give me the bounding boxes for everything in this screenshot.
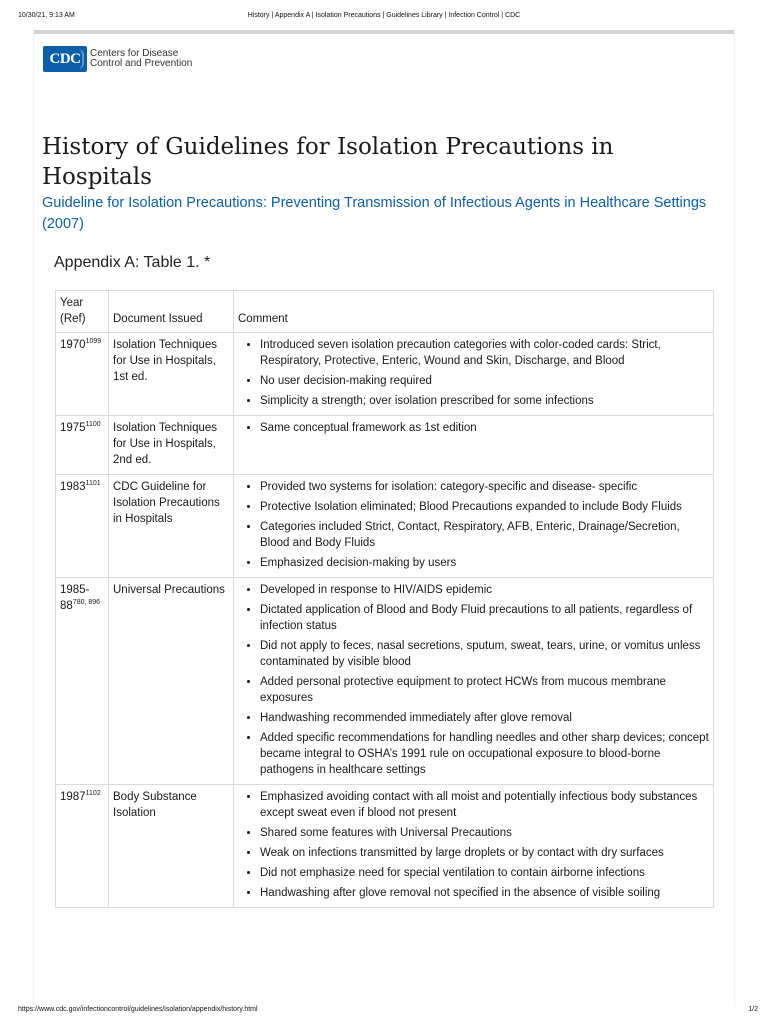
year-value: 1987 bbox=[60, 791, 86, 803]
table-row bbox=[56, 578, 714, 785]
cell-document: Isolation Techniques for Use in Hospitals, 1st ed. bbox=[109, 333, 234, 416]
comment-item: • Emphasized decision-making by users bbox=[260, 555, 709, 571]
cell-year bbox=[56, 785, 109, 908]
comment-item: • Simplicity a strength; over isolation prescribed for some infections bbox=[260, 393, 709, 409]
table-body bbox=[56, 333, 714, 908]
comment-item: • Developed in response to HIV/AIDS epidemic bbox=[260, 582, 709, 598]
cell-comment bbox=[234, 578, 714, 785]
cdc-logo-text bbox=[90, 49, 192, 69]
comment-item: • Categories included Strict, Contact, Respiratory, AFB, Enteric, Drainage/Secretion, Blood and Body Fluids bbox=[260, 519, 709, 551]
comment-list bbox=[238, 789, 709, 901]
reference-number[interactable]: 1101 bbox=[85, 480, 101, 487]
cell-year bbox=[56, 416, 109, 475]
table-row bbox=[56, 416, 714, 475]
cell-comment bbox=[234, 785, 714, 908]
year-value: 1975 bbox=[60, 422, 86, 434]
print-url: https://www.cdc.gov/infectioncontrol/guidelines/isolation/appendix/history.html bbox=[18, 1006, 258, 1013]
year-value: 1983 bbox=[60, 481, 86, 493]
table-row bbox=[56, 785, 714, 908]
cell-year bbox=[56, 475, 109, 578]
print-page-number: 1/2 bbox=[748, 1006, 758, 1013]
year-value: 1970 bbox=[60, 339, 86, 351]
header-year bbox=[56, 291, 109, 333]
header-year-line-2: (Ref) bbox=[60, 313, 86, 325]
header-year-line-1: Year bbox=[60, 297, 84, 309]
reference-number[interactable]: 780, 896 bbox=[72, 599, 101, 606]
table-heading: Appendix A: Table 1. * bbox=[54, 254, 211, 271]
comment-item: • Handwashing after glove removal not specified in the absence of visible soiling bbox=[260, 885, 709, 901]
comment-item: • Same conceptual framework as 1st edition bbox=[260, 420, 709, 436]
comment-item: • Shared some features with Universal Precautions bbox=[260, 825, 709, 841]
print-footer bbox=[0, 1002, 768, 1024]
comment-item: • Emphasized avoiding contact with all moist and potentially infectious body substances except sweat even if blood not present bbox=[260, 789, 709, 821]
comment-item: • Did not emphasize need for special ventilation to contain airborne infections bbox=[260, 865, 709, 881]
comment-item: • Weak on infections transmitted by large droplets or by contact with dry surfaces bbox=[260, 845, 709, 861]
comment-item: • No user decision-making required bbox=[260, 373, 709, 389]
cdc-logo[interactable] bbox=[43, 46, 192, 72]
table-header-row bbox=[56, 291, 714, 333]
comment-item: • Protective Isolation eliminated; Blood Precautions expanded to include Body Fluids bbox=[260, 499, 709, 515]
year-value: 1985-88 bbox=[60, 584, 90, 612]
cell-document: Universal Precautions bbox=[109, 578, 234, 785]
cell-comment bbox=[234, 416, 714, 475]
comment-list bbox=[238, 479, 709, 571]
comment-list bbox=[238, 420, 709, 436]
page-subtitle: Guideline for Isolation Precautions: Preventing Transmission of Infectious Agents in Healthcare Settings (2007) bbox=[42, 195, 707, 232]
reference-number[interactable]: 1100 bbox=[85, 421, 101, 428]
page-content bbox=[34, 30, 734, 1006]
cell-comment bbox=[234, 475, 714, 578]
cdc-logo-mark: CDC bbox=[43, 46, 87, 72]
reference-number[interactable]: 1102 bbox=[85, 790, 101, 797]
print-header bbox=[0, 0, 768, 26]
logo-line-2: Control and Prevention bbox=[90, 58, 193, 69]
comment-list bbox=[238, 337, 709, 409]
cell-document: Isolation Techniques for Use in Hospitals, 2nd ed. bbox=[109, 416, 234, 475]
comment-item: • Added personal protective equipment to protect HCWs from mucous membrane exposures bbox=[260, 674, 709, 706]
page-title: History of Guidelines for Isolation Precautions in Hospitals bbox=[42, 134, 614, 190]
comment-item: • Introduced seven isolation precaution categories with color-coded cards: Strict, Respiratory, Protective, Enteric, Wound and Skin, Discharge, and Blood bbox=[260, 337, 709, 369]
comment-list bbox=[238, 582, 709, 778]
table-row bbox=[56, 475, 714, 578]
comment-item: • Dictated application of Blood and Body Fluid precautions to all patients, regardless of infection status bbox=[260, 602, 709, 634]
cell-year bbox=[56, 333, 109, 416]
cell-document: Body Substance Isolation bbox=[109, 785, 234, 908]
comment-item: • Provided two systems for isolation: category-specific and disease- specific bbox=[260, 479, 709, 495]
print-timestamp: 10/30/21, 9:13 AM bbox=[18, 12, 75, 19]
cell-comment bbox=[234, 333, 714, 416]
comment-item: • Added specific recommendations for handling needles and other sharp devices; concept became integral to OSHA’s 1991 rule on occupational exposure to blood-borne pathogens in healthcare settings bbox=[260, 730, 709, 778]
print-page-title: History | Appendix A | Isolation Precautions | Guidelines Library | Infection Control | CDC bbox=[247, 12, 521, 19]
history-table bbox=[55, 290, 714, 908]
header-comment: Comment bbox=[234, 291, 714, 333]
comment-item: • Handwashing recommended immediately after glove removal bbox=[260, 710, 709, 726]
comment-item: • Did not apply to feces, nasal secretions, sputum, sweat, tears, urine, or vomitus unless contaminated by visible blood bbox=[260, 638, 709, 670]
header-document: Document Issued bbox=[109, 291, 234, 333]
reference-number[interactable]: 1099 bbox=[85, 338, 102, 345]
cell-document: CDC Guideline for Isolation Precautions in Hospitals bbox=[109, 475, 234, 578]
cell-year bbox=[56, 578, 109, 785]
logo-line-1: Centers for Disease bbox=[90, 48, 179, 59]
table-row bbox=[56, 333, 714, 416]
